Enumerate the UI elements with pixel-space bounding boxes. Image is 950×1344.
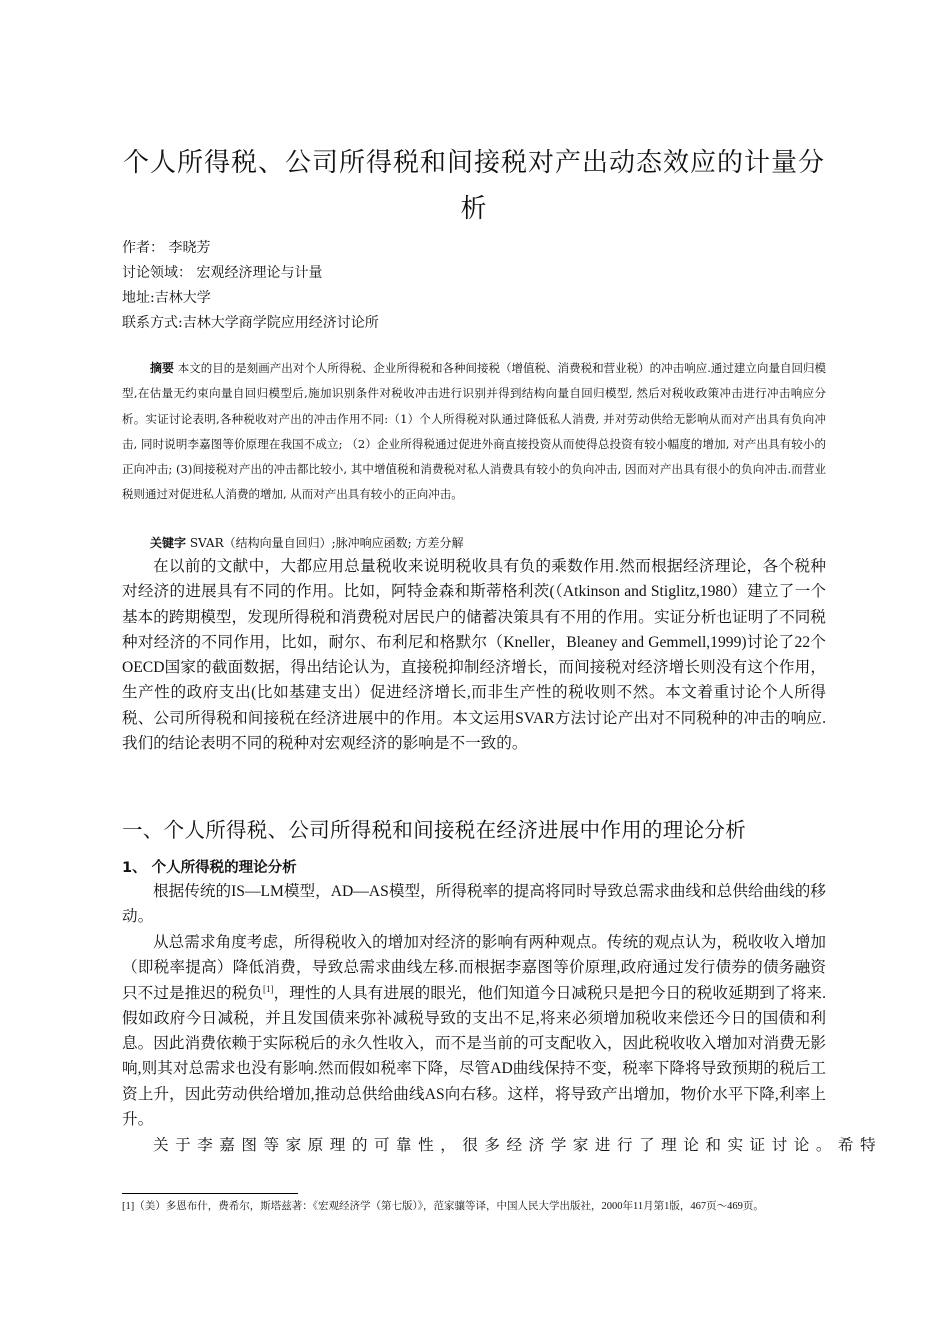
body-paragraph: 根据传统的IS—LM模型，AD—AS模型，所得税率的提高将同时导致总需求曲线和总供给曲线的移动。 — [122, 883, 826, 926]
body-paragraph: 关于李嘉图等家原理的可靠性，很多经济学家进行了理论和实证讨论。希特 — [153, 1137, 883, 1154]
keywords-text: SVAR（结构向量自回归）;脉冲响应函数; 方差分解 — [186, 536, 464, 550]
paragraph-text: ，理性的人具有进展的眼光，他们知道今日减税只是把今日的税收延期到了将来.假如政府今日减税，并且发国债来弥补减税导致的支出不足,将来必须增加税收来偿还今日的国债和利息。因此消费依赖于实际税后的永久性收入，而不是当前的可支配收入，因此税收收入增加对消费无影响,则其对总需求也没有影响.然而假如税率下降，尽管AD曲线保持不变，税率下降将导致预期的税后工资上升，因此劳动供给增加,推动总供给曲线AS向右移。这样，将导致产出增加，物价水平下降,利率上升。 — [122, 984, 826, 1129]
footnote — [122, 1199, 826, 1214]
body-paragraph — [122, 930, 826, 1132]
abstract-label: 摘要 — [150, 361, 175, 375]
field-line: 讨论领域： 宏观经济理论与计量 — [122, 265, 323, 281]
keywords — [150, 532, 464, 554]
keywords-label: 关键字 — [150, 536, 187, 550]
abstract-text: 本文的目的是刻画产出对个人所得税、企业所得税和各种间接税（增值税、消费税和营业税）的冲击响应.通过建立向量自回归模型,在估量无约束向量自回归模型后,施加识别条件对税收冲击进行识别并得到结构向量自回归模型, 然后对税收政策冲击进行冲击响应分析。实证讨论表明,各种税收对产出的冲击作用不同:（1）个人所得税对队通过降低私人消费, 并对劳动供给无影响从而对产出具有负向冲击, 同时说明李嘉图等价原理在我国不成立; （2）企业所得税通过促进外商直接投资从而使得总投资有较小幅度的增加, 对产出具有较小的正向冲击; (3)间接税对产出的冲击都比较小, 其中增值税和消费税对私人消费具有较小的负向冲击, 因而对产出具有很小的负向冲击.而营业税则通过对促进私人消费的增加, 从而对产出具有较小的正向冲击。 — [122, 361, 826, 502]
intro-paragraph: 在以前的文献中，大都应用总量税收来说明税收具有负的乘数作用.然而根据经济理论，各个税种对经济的进展具有不同的作用。比如，阿特金森和斯蒂格利茨(（Atkinson and Stiglitz,1980）建立了一个基本的跨期模型，发现所得税和消费税对居民户的储蓄决策具有不用的作用。实证分析也证明了不同税种对经济的不同作用，比如，耐尔、布利尼和格默尔（Kneller，Bleaney and Gemmell,1999)讨论了22个OECD国家的截面数据，得出结论认为，直接税抑制经济增长，而间接税对经济增长则没有这个作用，生产性的政府支出(比如基建支出）促进经济增长,而非生产性的税收则不然。本文着重讨论个人所得税、公司所得税和间接税在经济进展中的作用。本文运用SVAR方法讨论产出对不同税种的冲击的响应.我们的结论表明不同的税种对宏观经济的影响是不一致的。 — [122, 558, 826, 753]
section-heading: 一、个人所得税、公司所得税和间接税在经济进展中作用的理论分析 — [122, 818, 746, 842]
contact-line: 联系方式:吉林大学商学院应用经济讨论所 — [122, 315, 379, 331]
footnote-marker: [1] — [122, 1201, 135, 1212]
author-info — [122, 236, 379, 336]
paragraph-text: 从总需求角度考虑，所得税收入的增加对经济的影响有两种观点。传统的观点认为，税收收入增加（即税率提高）降低消费，导致总需求曲线左移.而根据李嘉图等价原理,政府通过发行债券的债务融资只不过是推迟的税负 — [122, 934, 826, 1002]
subsection-heading: 1、 个人所得税的理论分析 — [122, 860, 297, 876]
footnote-divider — [122, 1193, 298, 1194]
author-line: 作者： 李晓芳 — [122, 240, 211, 256]
abstract — [122, 356, 826, 508]
paper-title: 个人所得税、公司所得税和间接税对产出动态效应的计量分析 — [122, 148, 825, 224]
footnote-reference[interactable]: [1] — [263, 983, 274, 994]
address-line: 地址:吉林大学 — [122, 290, 211, 306]
footnote-text: （美）多恩布什，费希尔，斯塔兹著：《宏观经济学（第七版）》，范家骧等译，中国人民大学出版社，2000年11月第1版，467页～469页。 — [134, 1201, 764, 1212]
